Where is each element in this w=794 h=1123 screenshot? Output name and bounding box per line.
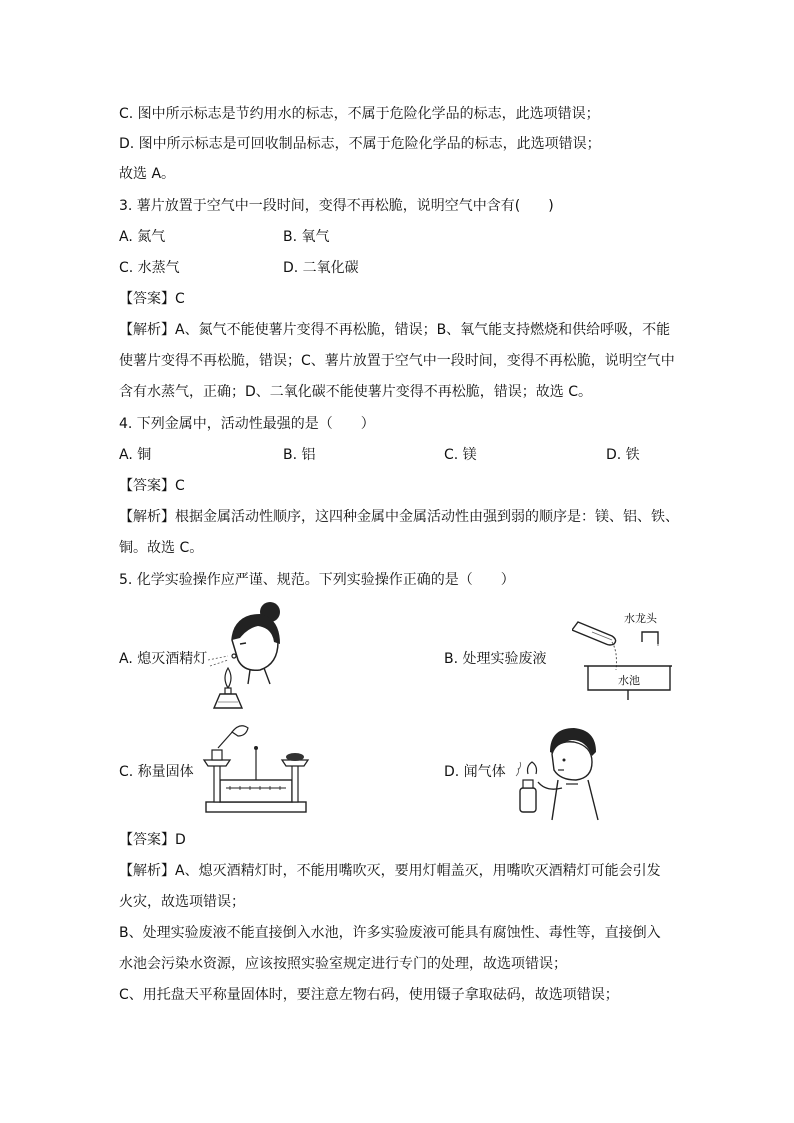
q3-option-c: C. 水蒸气 (119, 260, 180, 276)
balance-scale-figure (200, 720, 312, 820)
q3-option-a: A. 氮气 (119, 229, 166, 245)
q3-analysis-line-3: 含有水蒸气，正确；D、二氧化碳不能使薯片变得不再松脆，错误；故选 C。 (119, 384, 593, 400)
q5-analysis-line-4: 水池会污染水资源，应该按照实验室规定进行专门的处理，故选项错误； (119, 956, 567, 972)
sink-label: 水池 (618, 674, 640, 687)
faucet-label: 水龙头 (624, 612, 657, 625)
waste-liquid-figure (572, 608, 672, 703)
extinguish-lamp-figure (200, 598, 282, 716)
q5-analysis-line-3: B、处理实验废液不能直接倒入水池，许多实验废液可能具有腐蚀性、毒性等，直接倒入 (119, 925, 661, 941)
q3-analysis-line-2: 使薯片变得不再松脆，错误；C、薯片放置于空气中一段时间，变得不再松脆，说明空气中 (119, 353, 675, 369)
q5-analysis-line-1: 【解析】A、熄灭酒精灯时，不能用嘴吹灭，要用灯帽盖灭，用嘴吹灭酒精灯可能会引发 (119, 863, 661, 879)
q4-stem: 4. 下列金属中，活动性最强的是（ ） (119, 416, 375, 432)
analysis-line-c: C. 图中所示标志是节约用水的标志，不属于危险化学品的标志，此选项错误； (119, 106, 600, 122)
choose-a-line: 故选 A。 (119, 166, 176, 182)
q4-answer: 【答案】C (119, 478, 185, 494)
q5-answer: 【答案】D (119, 832, 186, 848)
q4-option-b: B. 铝 (283, 447, 316, 463)
analysis-line-d: D. 图中所示标志是可回收制品标志，不属于危险化学品的标志，此选项错误； (119, 136, 601, 152)
smell-gas-figure (512, 722, 604, 822)
q3-option-d: D. 二氧化碳 (283, 260, 359, 276)
q5-option-b: B. 处理实验废液 (444, 651, 547, 667)
q3-answer: 【答案】C (119, 291, 185, 307)
q3-stem: 3. 薯片放置于空气中一段时间，变得不再松脆，说明空气中含有( ) (119, 198, 554, 214)
q5-analysis-line-2: 火灾，故选项错误； (119, 894, 245, 910)
q3-option-b: B. 氧气 (283, 229, 330, 245)
q4-analysis-line-1: 【解析】根据金属活动性顺序，这四种金属中金属活动性由强到弱的顺序是：镁、铝、铁、 (119, 509, 679, 525)
q3-analysis-line-1: 【解析】A、氮气不能使薯片变得不再松脆，错误；B、氧气能支持燃烧和供给呼吸，不能 (119, 322, 671, 338)
q4-option-d: D. 铁 (606, 447, 640, 463)
q4-option-a: A. 铜 (119, 447, 152, 463)
q4-option-c: C. 镁 (444, 447, 477, 463)
q5-option-d: D. 闻气体 (444, 764, 506, 780)
q5-option-c: C. 称量固体 (119, 764, 194, 780)
q5-option-a: A. 熄灭酒精灯 (119, 651, 208, 667)
q5-analysis-line-5: C、用托盘天平称量固体时，要注意左物右码，使用镊子拿取砝码，故选项错误； (119, 987, 619, 1003)
q4-analysis-line-2: 铜。故选 C。 (119, 540, 204, 556)
q5-stem: 5. 化学实验操作应严谨、规范。下列实验操作正确的是（ ） (119, 572, 515, 588)
